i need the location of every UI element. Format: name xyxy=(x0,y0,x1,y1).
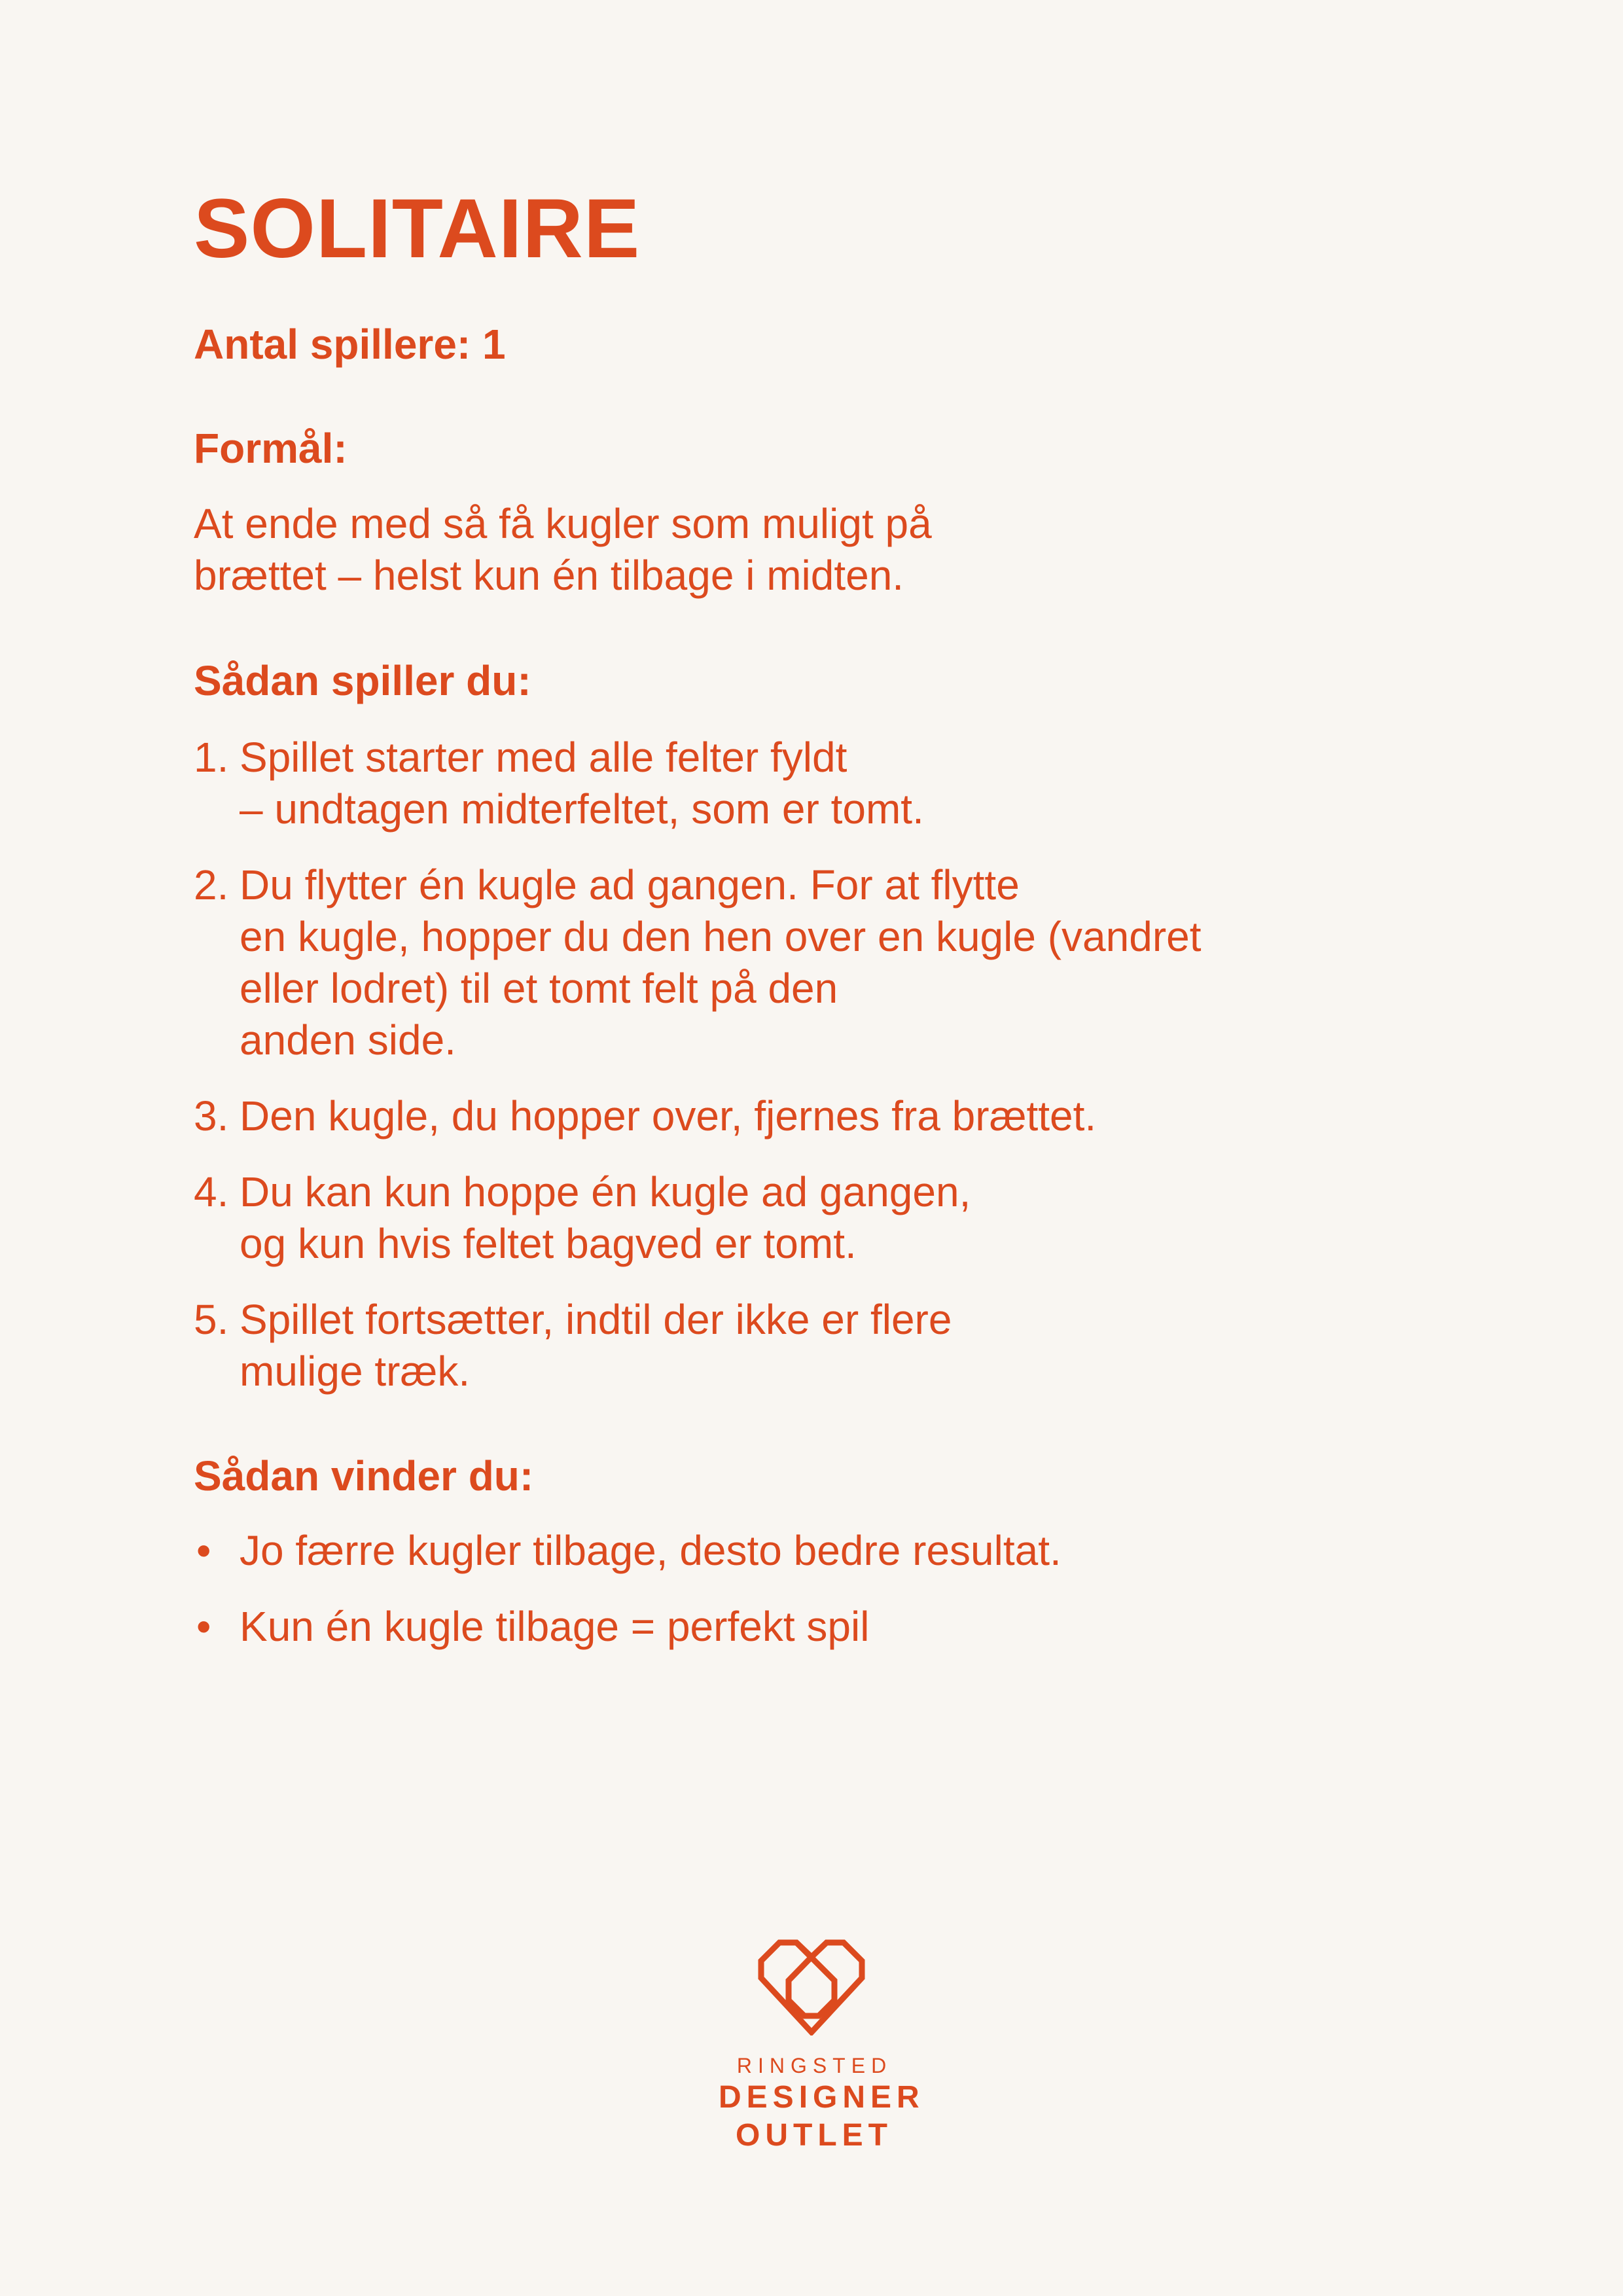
list-item xyxy=(194,859,1457,1066)
bullets-list xyxy=(194,1525,1457,1677)
list-item xyxy=(194,1090,1457,1142)
how-to-win-heading: Sådan vinder du: xyxy=(194,1452,534,1499)
step-number: 3. xyxy=(194,1092,229,1139)
step-line: og kun hvis feltet bagved er tomt. xyxy=(240,1220,857,1267)
step-number: 4. xyxy=(194,1168,229,1215)
step-line: mulige træk. xyxy=(240,1348,471,1395)
step-line: en kugle, hopper du den hen over en kugle (vandret xyxy=(240,913,1202,960)
how-to-play-heading: Sådan spiller du: xyxy=(194,657,531,704)
bullet-line: Jo færre kugler tilbage, desto bedre resultat. xyxy=(240,1527,1061,1574)
step-line: Den kugle, du hopper over, fjernes fra brættet. xyxy=(240,1092,1097,1139)
steps-list xyxy=(194,732,1457,1422)
logo-text-designer: DESIGNER xyxy=(719,2080,925,2115)
step-line: Spillet fortsætter, indtil der ikke er flere xyxy=(240,1296,952,1343)
step-line: Spillet starter med alle felter fyldt xyxy=(240,734,847,781)
heart-logo-icon xyxy=(756,1937,867,2036)
purpose-text xyxy=(194,498,932,601)
page-title: SOLITAIRE xyxy=(194,182,641,276)
step-line: Du flytter én kugle ad gangen. For at flytte xyxy=(240,861,1020,908)
list-item xyxy=(194,732,1457,835)
bullet-marker: • xyxy=(196,1527,211,1574)
logo-text-outlet: OUTLET xyxy=(736,2118,893,2153)
bullet-line: Kun én kugle tilbage = perfekt spil xyxy=(240,1603,870,1650)
step-line: anden side. xyxy=(240,1016,456,1064)
list-item xyxy=(194,1294,1457,1397)
step-line: Du kan kun hoppe én kugle ad gangen, xyxy=(240,1168,971,1215)
purpose-line: brættet – helst kun én tilbage i midten. xyxy=(194,552,904,599)
purpose-heading: Formål: xyxy=(194,425,348,472)
step-line: – undtagen midterfeltet, som er tomt. xyxy=(240,785,924,833)
step-number: 2. xyxy=(194,861,229,908)
logo-text-ringsted: RINGSTED xyxy=(736,2054,893,2077)
purpose-line: At ende med så få kugler som muligt på xyxy=(194,500,932,547)
list-item xyxy=(194,1525,1457,1577)
list-item xyxy=(194,1601,1457,1653)
bullet-marker: • xyxy=(196,1603,211,1650)
players-heading: Antal spillere: 1 xyxy=(194,321,506,368)
step-line: eller lodret) til et tomt felt på den xyxy=(240,965,838,1012)
step-number: 1. xyxy=(194,734,229,781)
list-item xyxy=(194,1166,1457,1270)
brand-logo xyxy=(713,1937,925,2155)
step-number: 5. xyxy=(194,1296,229,1343)
